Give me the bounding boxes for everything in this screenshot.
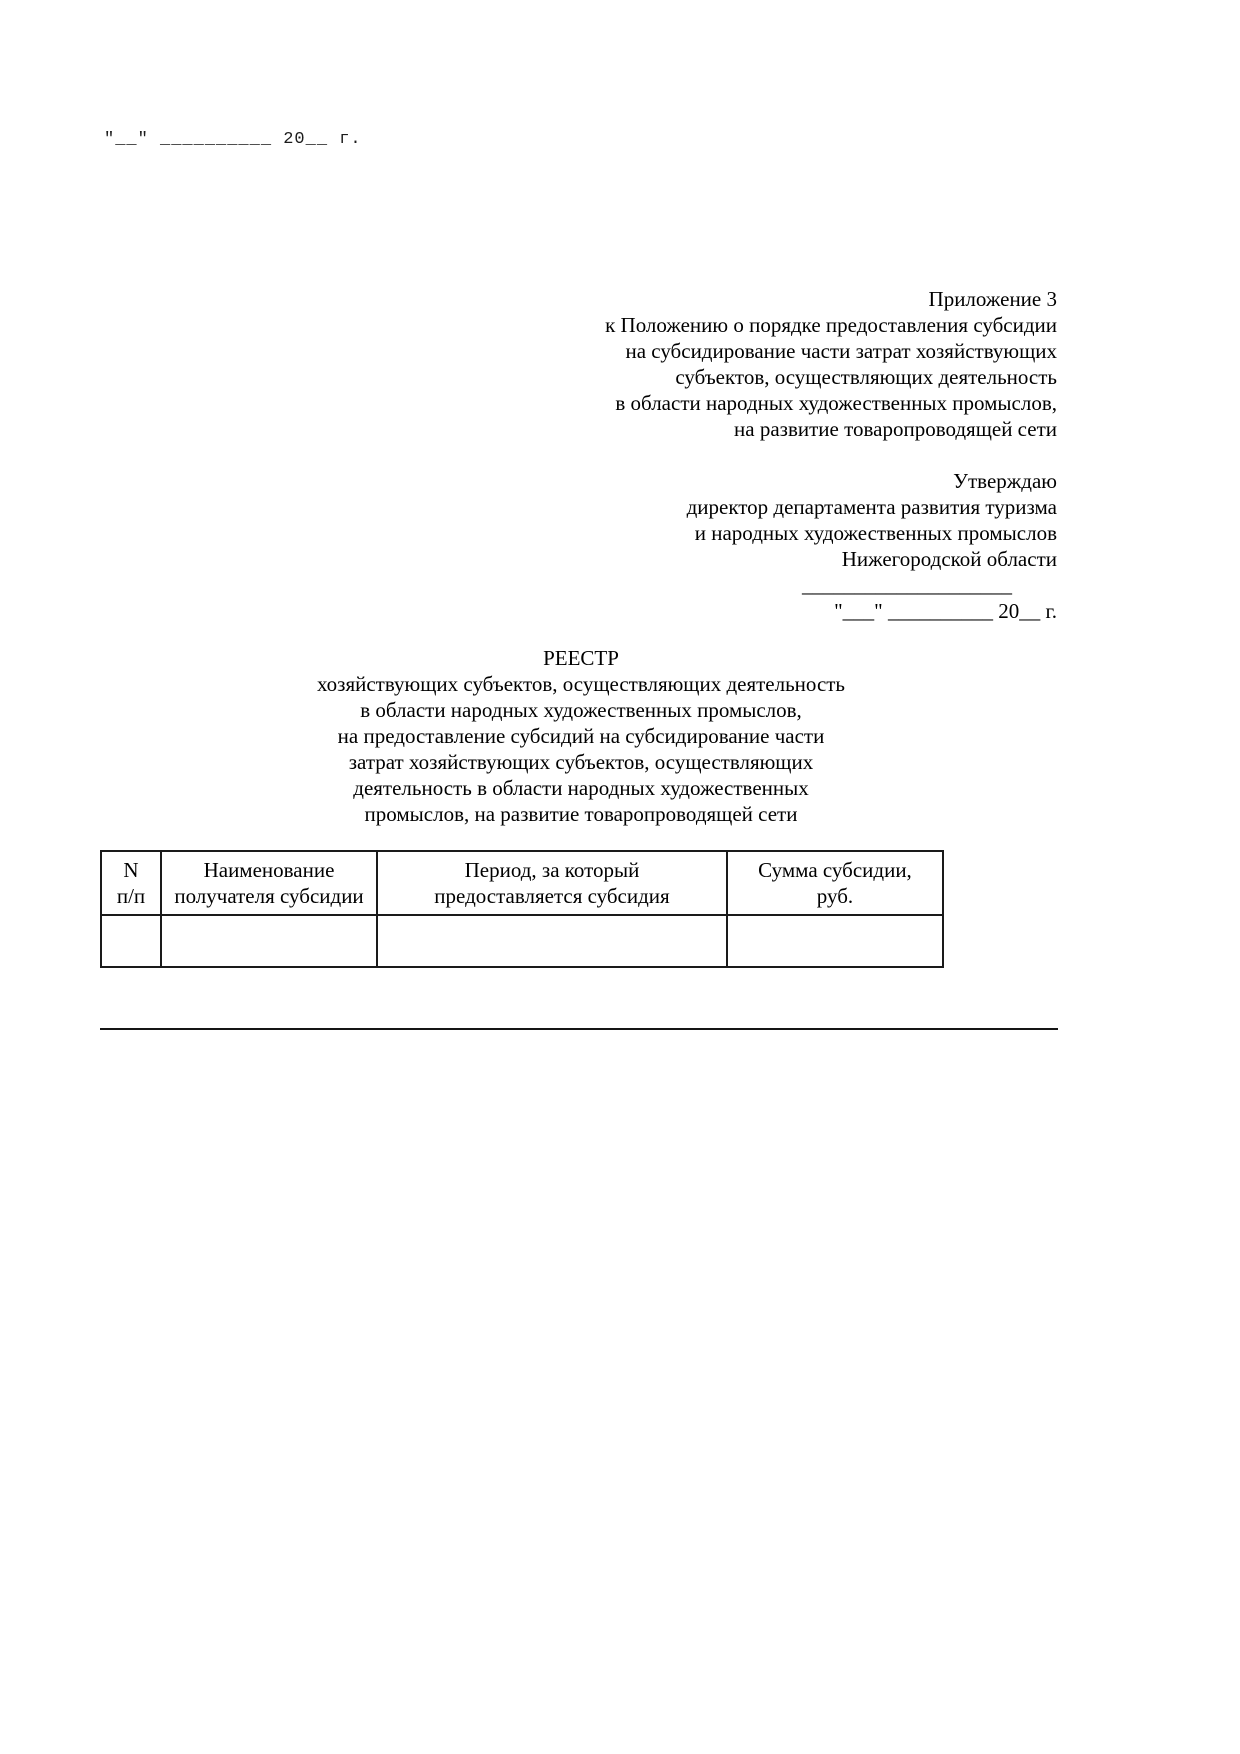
registry-title-line: деятельность в области народных художественных — [353, 776, 809, 800]
header-line: Наименование — [203, 858, 335, 882]
table-cell — [377, 915, 727, 967]
header-cell-period — [377, 851, 727, 915]
appendix-line: к Положению о порядке предоставления субсидии — [605, 313, 1057, 337]
table-cell — [161, 915, 377, 967]
registry-heading: РЕЕСТР — [543, 646, 619, 670]
approval-block — [687, 468, 1057, 624]
horizontal-divider — [100, 1028, 1058, 1030]
registry-title-block — [100, 645, 1062, 827]
top-date-line: "__" __________ 20__ г. — [104, 130, 362, 149]
appendix-line: в области народных художественных промыслов, — [615, 391, 1057, 415]
registry-title-line: промыслов, на развитие товаропроводящей сети — [364, 802, 798, 826]
appendix-line: субъектов, осуществляющих деятельность — [675, 365, 1057, 389]
registry-title-line: в области народных художественных промыслов, — [360, 698, 802, 722]
header-cell-amount — [727, 851, 943, 915]
signature-line: ____________________ — [802, 573, 1012, 597]
header-line: получателя субсидии — [174, 884, 364, 908]
approval-date-line: "___" __________ 20__ г. — [834, 599, 1057, 623]
appendix-line: на субсидирование части затрат хозяйствующих — [625, 339, 1057, 363]
appendix-line: Приложение 3 — [928, 287, 1057, 311]
appendix-line: на развитие товаропроводящей сети — [734, 417, 1057, 441]
header-line: Период, за который — [464, 858, 640, 882]
approval-line: директор департамента развития туризма — [686, 495, 1057, 519]
table-cell — [101, 915, 161, 967]
header-line: предоставляется субсидия — [434, 884, 670, 908]
table-header-row — [101, 851, 943, 915]
header-cell-number — [101, 851, 161, 915]
approval-line: Нижегородской области — [841, 547, 1057, 571]
registry-title-line: затрат хозяйствующих субъектов, осуществляющих — [348, 750, 814, 774]
registry-table — [100, 850, 944, 968]
appendix-block — [605, 286, 1057, 442]
approval-line: Утверждаю — [953, 469, 1057, 493]
table-cell — [727, 915, 943, 967]
registry-title-line: хозяйствующих субъектов, осуществляющих деятельность — [316, 672, 846, 696]
header-line: п/п — [116, 884, 146, 908]
header-cell-recipient — [161, 851, 377, 915]
header-line: N — [123, 858, 139, 882]
header-line: руб. — [816, 884, 854, 908]
registry-title-line: на предоставление субсидий на субсидирование части — [337, 724, 825, 748]
table-row — [101, 915, 943, 967]
header-line: Сумма субсидии, — [758, 858, 912, 882]
approval-line: и народных художественных промыслов — [694, 521, 1057, 545]
